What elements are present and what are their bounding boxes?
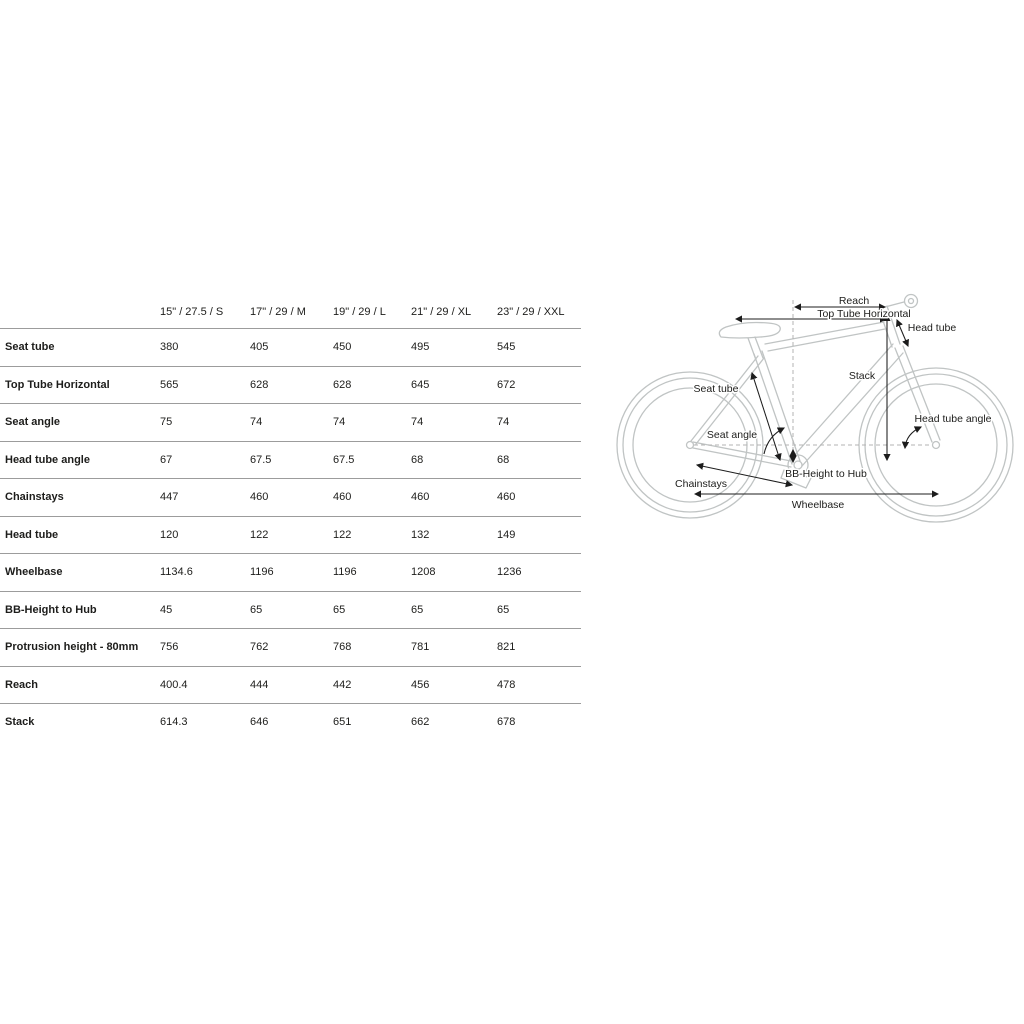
row-value: 132 [411, 528, 430, 541]
row-label: Chainstays [5, 491, 64, 504]
table-row [0, 403, 581, 441]
row-label: Wheelbase [5, 566, 63, 579]
table-row [0, 703, 581, 741]
row-value: 545 [497, 341, 516, 354]
row-value: 380 [160, 341, 179, 354]
diagram-labels [675, 295, 992, 511]
row-value: 149 [497, 528, 516, 541]
row-value: 122 [333, 528, 352, 541]
table-header-row [0, 295, 581, 328]
row-value: 65 [497, 603, 510, 616]
column-header: 23" / 29 / XXL [497, 305, 565, 318]
row-value: 1196 [250, 566, 274, 579]
row-value: 678 [497, 716, 516, 729]
row-value: 68 [411, 453, 424, 466]
row-value: 74 [497, 416, 510, 429]
row-value: 456 [411, 678, 430, 691]
row-value: 614.3 [160, 716, 188, 729]
row-value: 444 [250, 678, 269, 691]
top-tube-horizontal-label: Top Tube Horizontal [817, 308, 911, 320]
head-tube-angle-label: Head tube angle [914, 413, 992, 425]
row-value: 646 [250, 716, 269, 729]
row-value: 460 [411, 491, 430, 504]
saddle [719, 323, 780, 339]
row-value: 122 [250, 528, 269, 541]
handlebar [905, 295, 918, 308]
row-value: 645 [411, 378, 430, 391]
row-value: 405 [250, 341, 269, 354]
row-value: 781 [411, 641, 430, 654]
row-value: 762 [250, 641, 269, 654]
reach-label: Reach [838, 295, 870, 307]
wheelbase-label: Wheelbase [791, 499, 845, 511]
row-value: 1134.6 [160, 566, 193, 579]
row-label: Reach [5, 678, 39, 691]
row-value: 450 [333, 341, 352, 354]
row-value: 67.5 [333, 453, 355, 466]
geometry-table [0, 295, 581, 741]
row-value: 628 [333, 378, 352, 391]
head-tube-label: Head tube [907, 322, 957, 334]
front-wheel [859, 368, 1013, 522]
head-tube-arrow [897, 320, 908, 346]
column-header: 19" / 29 / L [333, 305, 386, 318]
row-value: 662 [411, 716, 430, 729]
row-value: 67.5 [250, 453, 272, 466]
row-value: 45 [160, 603, 173, 616]
table-row [0, 628, 581, 666]
table-row [0, 366, 581, 404]
row-label: Seat angle [5, 416, 61, 429]
row-value: 756 [160, 641, 179, 654]
row-value: 672 [497, 378, 516, 391]
column-header: 15" / 27.5 / S [160, 305, 224, 318]
row-value: 460 [250, 491, 269, 504]
row-value: 74 [250, 416, 263, 429]
row-value: 460 [497, 491, 516, 504]
row-label: Protrusion height - 80mm [5, 641, 139, 654]
row-value: 75 [160, 416, 173, 429]
row-label: Stack [5, 716, 35, 729]
seat-angle-label: Seat angle [706, 429, 758, 441]
row-value: 768 [333, 641, 352, 654]
column-header: 17" / 29 / M [250, 305, 306, 318]
table-row [0, 328, 581, 366]
row-value: 821 [497, 641, 516, 654]
row-value: 1236 [497, 566, 522, 579]
table-row [0, 591, 581, 629]
row-value: 68 [497, 453, 510, 466]
row-value: 1208 [411, 566, 436, 579]
row-value: 447 [160, 491, 179, 504]
chainstays-label: Chainstays [675, 478, 727, 490]
table-row [0, 441, 581, 479]
table-row [0, 666, 581, 704]
row-value: 67 [160, 453, 173, 466]
seat-tube-label: Seat tube [693, 383, 739, 395]
row-value: 65 [250, 603, 263, 616]
row-value: 120 [160, 528, 179, 541]
rear-wheel [617, 372, 763, 518]
column-header: 21" / 29 / XL [411, 305, 472, 318]
table-row [0, 516, 581, 554]
row-value: 400.4 [160, 678, 188, 691]
row-value: 74 [333, 416, 346, 429]
row-value: 74 [411, 416, 424, 429]
row-label: Head tube angle [5, 453, 90, 466]
row-label: BB-Height to Hub [5, 603, 97, 616]
bike-geometry-diagram [612, 286, 1017, 541]
row-value: 565 [160, 378, 179, 391]
table-body [0, 328, 581, 741]
row-value: 478 [497, 678, 516, 691]
stack-label: Stack [848, 370, 876, 382]
table-row [0, 478, 581, 516]
row-value: 628 [250, 378, 269, 391]
row-value: 651 [333, 716, 352, 729]
row-label: Seat tube [5, 341, 55, 354]
row-value: 495 [411, 341, 430, 354]
row-value: 442 [333, 678, 352, 691]
table-row [0, 553, 581, 591]
row-value: 65 [411, 603, 424, 616]
row-value: 1196 [333, 566, 357, 579]
row-value: 460 [333, 491, 352, 504]
bb-height-to-hub-label: BB-Height to Hub [785, 468, 867, 480]
row-label: Head tube [5, 528, 59, 541]
row-label: Top Tube Horizontal [5, 378, 110, 391]
row-value: 65 [333, 603, 346, 616]
